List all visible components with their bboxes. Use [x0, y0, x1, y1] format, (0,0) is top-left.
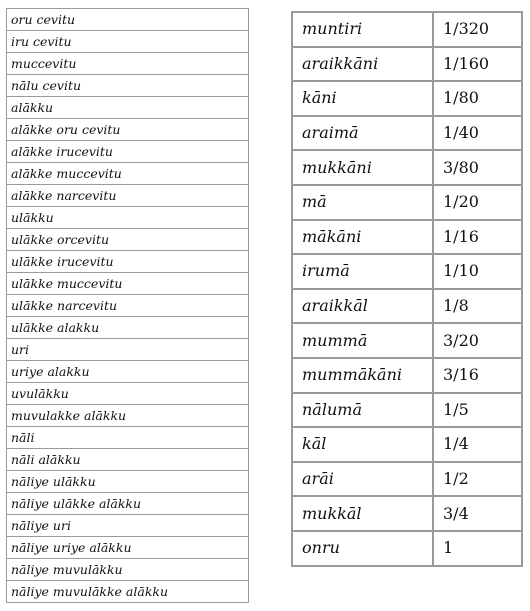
table-row	[292, 393, 522, 428]
table-row	[7, 207, 249, 229]
table-row	[7, 427, 249, 449]
table-row	[7, 361, 249, 383]
table-row	[7, 119, 249, 141]
fraction-value-cell: 1/2	[433, 462, 522, 497]
fraction-name-cell: mummākāni	[292, 358, 433, 393]
fraction-value-cell: 3/20	[433, 323, 522, 358]
unit-name-cell: nāliye ulākku	[7, 471, 249, 493]
unit-name-cell: nāliye ulākke alākku	[7, 493, 249, 515]
unit-name-cell: nāli alākku	[7, 449, 249, 471]
unit-name-cell: alākke narcevitu	[7, 185, 249, 207]
unit-name-cell: alākke oru cevitu	[7, 119, 249, 141]
fraction-value-cell: 1/40	[433, 116, 522, 151]
fraction-name-cell: mākāni	[292, 220, 433, 255]
fraction-name-cell: mā	[292, 185, 433, 220]
table-row	[7, 75, 249, 97]
table-row	[7, 141, 249, 163]
unit-name-cell: nālu cevitu	[7, 75, 249, 97]
fraction-name-cell: arāi	[292, 462, 433, 497]
table-row	[292, 427, 522, 462]
unit-name-cell: nāliye muvulākke alākku	[7, 581, 249, 603]
unit-name-cell: nāliye uri	[7, 515, 249, 537]
table-row	[7, 163, 249, 185]
unit-name-cell: nāli	[7, 427, 249, 449]
unit-name-cell: alākke irucevitu	[7, 141, 249, 163]
table-row	[7, 251, 249, 273]
unit-name-cell: ulākke irucevitu	[7, 251, 249, 273]
fraction-name-cell: araikkāni	[292, 47, 433, 82]
unit-name-cell: oru cevitu	[7, 9, 249, 31]
fraction-value-cell: 1/8	[433, 289, 522, 324]
table-row	[292, 150, 522, 185]
table-row	[292, 462, 522, 497]
fraction-value-cell: 1/320	[433, 12, 522, 47]
unit-name-cell: alākku	[7, 97, 249, 119]
table-row	[292, 12, 522, 47]
fraction-name-cell: kāni	[292, 81, 433, 116]
unit-name-cell: iru cevitu	[7, 31, 249, 53]
table-row	[7, 339, 249, 361]
fraction-value-cell: 3/80	[433, 150, 522, 185]
fraction-name-cell: muntiri	[292, 12, 433, 47]
volume-units-table	[6, 8, 249, 603]
table-row	[7, 295, 249, 317]
fraction-value-cell: 1/16	[433, 220, 522, 255]
table-row	[7, 229, 249, 251]
fraction-value-cell: 1/4	[433, 427, 522, 462]
fraction-value-cell: 3/16	[433, 358, 522, 393]
table-row	[292, 220, 522, 255]
table-row	[7, 449, 249, 471]
unit-name-cell: muvulakke alākku	[7, 405, 249, 427]
unit-name-cell: uriye alakku	[7, 361, 249, 383]
table-row	[7, 559, 249, 581]
fraction-value-cell: 1	[433, 531, 522, 566]
fraction-value-cell: 1/160	[433, 47, 522, 82]
fraction-value-cell: 1/5	[433, 393, 522, 428]
table-row	[7, 515, 249, 537]
unit-name-cell: nāliye uriye alākku	[7, 537, 249, 559]
table-row	[7, 471, 249, 493]
fraction-value-cell: 3/4	[433, 496, 522, 531]
fraction-name-cell: mukkāl	[292, 496, 433, 531]
table-row	[7, 317, 249, 339]
table-row	[7, 493, 249, 515]
unit-name-cell: ulākke muccevitu	[7, 273, 249, 295]
fraction-value-cell: 1/20	[433, 185, 522, 220]
unit-name-cell: uvulākku	[7, 383, 249, 405]
unit-name-cell: ulākku	[7, 207, 249, 229]
fraction-name-cell: araikkāl	[292, 289, 433, 324]
table-row	[7, 9, 249, 31]
unit-name-cell: ulākke orcevitu	[7, 229, 249, 251]
table-row	[292, 254, 522, 289]
table-row	[7, 97, 249, 119]
table-row	[292, 531, 522, 566]
fraction-value-cell: 1/80	[433, 81, 522, 116]
fraction-units-table	[291, 11, 523, 567]
unit-name-cell: ulākke alakku	[7, 317, 249, 339]
table-row	[292, 185, 522, 220]
table-row	[292, 81, 522, 116]
table-row	[7, 537, 249, 559]
fraction-name-cell: irumā	[292, 254, 433, 289]
table-row	[292, 323, 522, 358]
unit-name-cell: alākke muccevitu	[7, 163, 249, 185]
unit-name-cell: ulākke narcevitu	[7, 295, 249, 317]
fraction-name-cell: mukkāni	[292, 150, 433, 185]
fraction-value-cell: 1/10	[433, 254, 522, 289]
table-row	[7, 405, 249, 427]
table-row	[292, 47, 522, 82]
fraction-name-cell: onru	[292, 531, 433, 566]
unit-name-cell: uri	[7, 339, 249, 361]
table-row	[292, 289, 522, 324]
table-row	[7, 185, 249, 207]
table-row	[7, 273, 249, 295]
table-row	[7, 581, 249, 603]
fraction-name-cell: nālumā	[292, 393, 433, 428]
table-row	[7, 31, 249, 53]
unit-name-cell: nāliye muvulākku	[7, 559, 249, 581]
table-row	[292, 116, 522, 151]
unit-name-cell: muccevitu	[7, 53, 249, 75]
fraction-name-cell: araimā	[292, 116, 433, 151]
table-row	[7, 53, 249, 75]
table-row	[292, 358, 522, 393]
fraction-name-cell: mummā	[292, 323, 433, 358]
fraction-name-cell: kāl	[292, 427, 433, 462]
table-row	[292, 496, 522, 531]
table-row	[7, 383, 249, 405]
